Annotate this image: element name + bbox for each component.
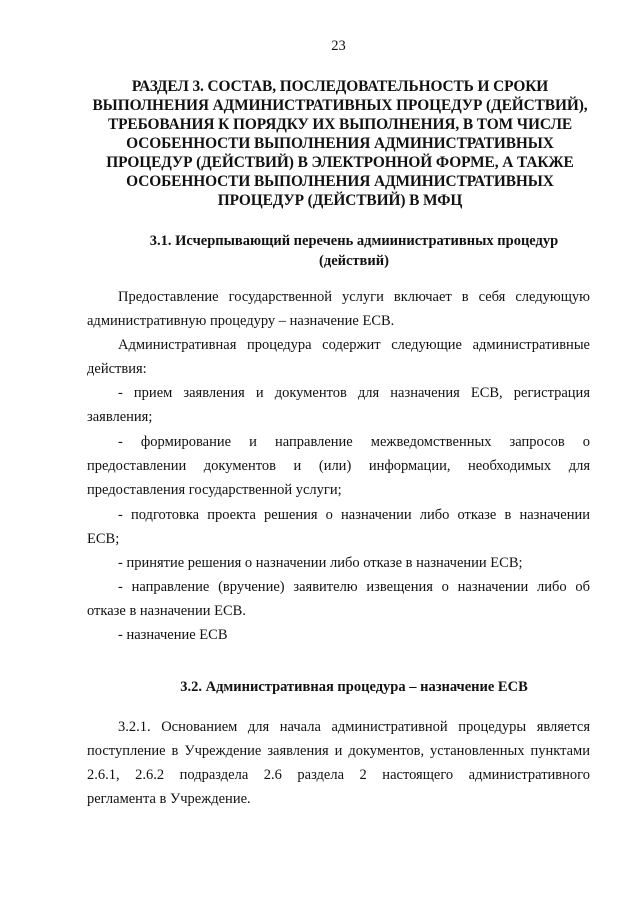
- paragraph-line: действия:: [87, 361, 147, 377]
- subsection-title-line: 3.1. Исчерпывающий перечень адмиинистративных процедур: [149, 233, 559, 249]
- paragraph-line: - назначение ЕСВ: [118, 627, 228, 643]
- list-item: [118, 623, 590, 647]
- subsection-title-line: 3.2. Административная процедура – назначение ЕСВ: [180, 679, 528, 695]
- paragraph-line: отказе в назначении ЕСВ.: [87, 603, 246, 619]
- list-item: [87, 381, 590, 429]
- paragraph-line: Предоставление государственной услуги включает в себя следующую: [118, 289, 590, 305]
- section-title-line: ВЫПОЛНЕНИЯ АДМИНИСТРАТИВНЫХ ПРОЦЕДУР (ДЕЙСТВИЙ),: [92, 97, 588, 114]
- subsection-title-line: (действий): [319, 253, 389, 269]
- paragraph: [87, 333, 590, 381]
- paragraph-line: заявления;: [87, 409, 153, 425]
- list-item: [118, 551, 590, 575]
- section-title-line: ПРОЦЕДУР (ДЕЙСТВИЙ) В МФЦ: [217, 192, 463, 209]
- paragraph-line: - подготовка проекта решения о назначении либо отказе в назначении: [118, 507, 590, 523]
- paragraph-line: 3.2.1. Основанием для начала административной процедуры является: [118, 719, 590, 735]
- section-title-line: ТРЕБОВАНИЯ К ПОРЯДКУ ИХ ВЫПОЛНЕНИЯ, В ТОМ ЧИСЛЕ: [107, 116, 573, 133]
- paragraph-line: административную процедуру – назначение ЕСВ.: [87, 313, 395, 329]
- section-title-line: ОСОБЕННОСТИ ВЫПОЛНЕНИЯ АДМИНИСТРАТИВНЫХ: [126, 173, 554, 190]
- paragraph-line: - направление (вручение) заявителю извещения о назначении либо об: [118, 579, 590, 595]
- section-title: [92, 77, 588, 210]
- paragraph-line: - формирование и направление межведомственных запросов о: [118, 434, 590, 450]
- list-item: [87, 575, 590, 623]
- paragraph-line: - прием заявления и документов для назначения ЕСВ, регистрация: [118, 385, 590, 401]
- section-title-line: РАЗДЕЛ 3. СОСТАВ, ПОСЛЕДОВАТЕЛЬНОСТЬ И СРОКИ: [131, 78, 549, 95]
- paragraph-line: поступление в Учреждение заявления и документов, установленных пунктами: [87, 743, 590, 759]
- list-item: [87, 503, 590, 551]
- paragraph-line: ЕСВ;: [87, 531, 120, 547]
- paragraph: [87, 285, 590, 333]
- section-title-line: ПРОЦЕДУР (ДЕЙСТВИЙ) В ЭЛЕКТРОННОЙ ФОРМЕ, А ТАКЖЕ: [106, 154, 574, 171]
- paragraph-line: регламента в Учреждение.: [87, 791, 251, 807]
- paragraph: [87, 715, 590, 811]
- page-number: 23: [331, 38, 346, 54]
- subsection-title-3-1: [118, 231, 590, 271]
- section-title-line: ОСОБЕННОСТИ ВЫПОЛНЕНИЯ АДМИНИСТРАТИВНЫХ: [126, 135, 554, 152]
- paragraph-line: - принятие решения о назначении либо отказе в назначении ЕСВ;: [118, 555, 523, 571]
- subsection-title-3-2: [118, 677, 590, 697]
- paragraph-line: предоставления государственной услуги;: [87, 482, 342, 498]
- paragraph-line: Административная процедура содержит следующие административные: [118, 337, 590, 353]
- list-item: [87, 430, 590, 502]
- paragraph-line: предоставлении документов и (или) информации, необходимых для: [87, 458, 590, 474]
- paragraph-line: 2.6.1, 2.6.2 подраздела 2.6 раздела 2 настоящего административного: [87, 767, 590, 783]
